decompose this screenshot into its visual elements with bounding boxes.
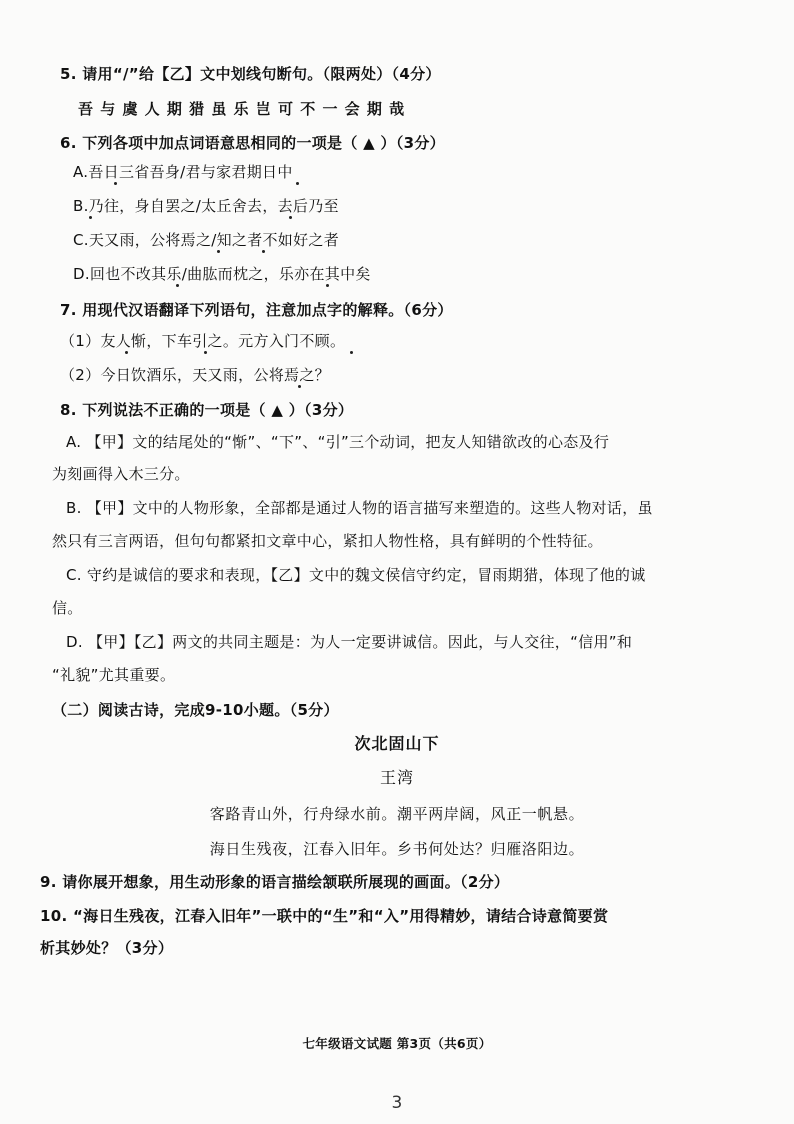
- poem-line-1: 客路青山外，行舟绿水前。潮平两岸阔，风正一帆悬。: [209, 805, 585, 823]
- question-8-option-b-line2: 然只有三言两语，但句句都紧扣文章中心，紧扣人物性格，具有鲜明的个性特征。: [52, 532, 603, 550]
- emphasis-dot: [298, 385, 301, 388]
- poem-title: 次北固山下: [354, 734, 440, 753]
- emphasis-dot: [289, 216, 292, 219]
- poem-author: 王湾: [379, 768, 414, 787]
- question-10-line2: 析其妙处？（3分）: [40, 939, 174, 957]
- question-6-option-d: D.回也不改其乐/曲肱而枕之，乐亦在其中矣: [73, 265, 371, 283]
- question-8-option-d-line2: “礼貌”尤其重要。: [52, 666, 176, 684]
- emphasis-dot: [176, 284, 179, 287]
- question-8-option-c-line2: 信。: [52, 599, 83, 617]
- page-number: 3: [391, 1093, 403, 1113]
- emphasis-dot: [217, 250, 220, 253]
- question-7-item-1: （1）友人惭，下车引之。元方入门不顾。: [60, 332, 346, 350]
- question-8-option-d-line1: D. 【甲】【乙】两文的共同主题是：为人一定要讲诚信。因此，与人交往，“信用”和: [66, 633, 633, 651]
- emphasis-dot: [262, 250, 265, 253]
- emphasis-dot: [296, 182, 299, 185]
- question-8-option-a-line1: A. 【甲】文的结尾处的“惭”、“下”、“引”三个动词，把友人知错欲改的心态及行: [66, 433, 610, 451]
- emphasis-dot: [326, 284, 329, 287]
- question-7: 7. 用现代汉语翻译下列语句，注意加点字的解释。（6分）: [60, 301, 453, 319]
- question-7-item-2: （2）今日饮酒乐，天又雨，公将焉之？: [60, 366, 330, 384]
- question-8-option-a-line2: 为刻画得入木三分。: [52, 465, 190, 483]
- question-8-option-b-line1: B. 【甲】文中的人物形象，全部都是通过人物的语言描写来塑造的。这些人物对话，虽: [66, 499, 653, 517]
- emphasis-dot: [204, 351, 207, 354]
- question-9: 9. 请你展开想象，用生动形象的语言描绘颔联所展现的画面。（2分）: [40, 873, 510, 891]
- question-8-option-c-line1: C. 守约是诚信的要求和表现，【乙】文中的魏文侯信守约定，冒雨期猎，体现了他的诚: [66, 566, 646, 584]
- emphasis-dot: [89, 216, 92, 219]
- emphasis-dot: [350, 351, 353, 354]
- poem-line-2: 海日生残夜，江春入旧年。乡书何处达？归雁洛阳边。: [209, 840, 585, 858]
- question-6-option-b: B.乃往，身自罢之/太丘舍去，去后乃至: [73, 197, 339, 215]
- page-footer-caption: 七年级语文试题 第3页（共6页）: [302, 1036, 492, 1051]
- question-5-text: 吾 与 虞 人 期 猎 虽 乐 岂 可 不 一 会 期 哉: [78, 100, 406, 118]
- emphasis-dot: [125, 351, 128, 354]
- question-10-line1: 10. “海日生残夜，江春入旧年”一联中的“生”和“入”用得精妙，请结合诗意简要赏: [40, 907, 609, 925]
- emphasis-dot: [114, 182, 117, 185]
- question-8: 8. 下列说法不正确的一项是（ ▲ ）（3分）: [60, 401, 354, 419]
- question-6-option-a: A.吾日三省吾身/君与家君期日中: [73, 163, 293, 181]
- question-6: 6. 下列各项中加点词语意思相同的一项是（ ▲ ）（3分）: [60, 134, 445, 152]
- question-5: 5. 请用“/”给【乙】文中划线句断句。（限两处）（4分）: [60, 65, 441, 83]
- section-2-heading: （二）阅读古诗，完成9-10小题。（5分）: [52, 701, 339, 719]
- question-6-option-c: C.天又雨，公将焉之/知之者不如好之者: [73, 231, 339, 249]
